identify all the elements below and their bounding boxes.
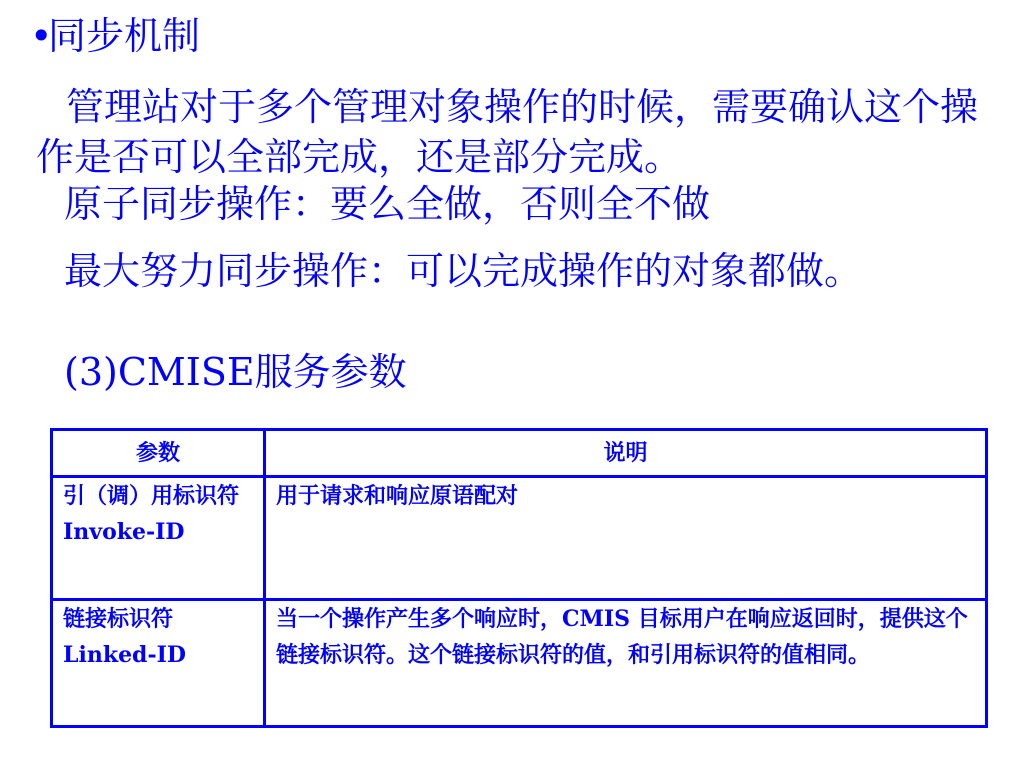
desc-cell: 当一个操作产生多个响应时，CMIS 目标用户在响应返回时，提供这个链接标识符。这个链接标识符的值，和引用标识符的值相同。 <box>265 600 987 727</box>
paragraph-confirm-operation: 管理站对于多个管理对象操作的时候，需要确认这个操作是否可以全部完成，还是部分完成。 <box>36 85 979 179</box>
param-name: 链接标识符 <box>63 606 174 632</box>
table-header-row <box>52 430 987 477</box>
header-param: 参数 <box>52 430 265 477</box>
table-row <box>52 477 987 600</box>
param-id: Linked-ID <box>63 642 186 668</box>
param-name: 引（调）用标识符 <box>63 483 240 509</box>
table-row <box>52 600 987 727</box>
param-cell <box>52 477 265 600</box>
param-cell <box>52 600 265 727</box>
best-effort-sync-line: 最大努力同步操作：可以完成操作的对象都做。 <box>64 249 863 293</box>
bullet-glyph: • <box>30 14 53 58</box>
atomic-sync-line: 原子同步操作：要么全做，否则全不做 <box>64 182 711 226</box>
cmise-params-table <box>50 428 988 728</box>
heading-sync-mechanism: 同步机制 <box>48 14 201 58</box>
param-id: Invoke-ID <box>63 519 185 545</box>
header-description: 说明 <box>265 430 987 477</box>
desc-cell: 用于请求和响应原语配对 <box>265 477 987 600</box>
section-title-cmise-params: (3)CMISE服务参数 <box>64 350 407 394</box>
